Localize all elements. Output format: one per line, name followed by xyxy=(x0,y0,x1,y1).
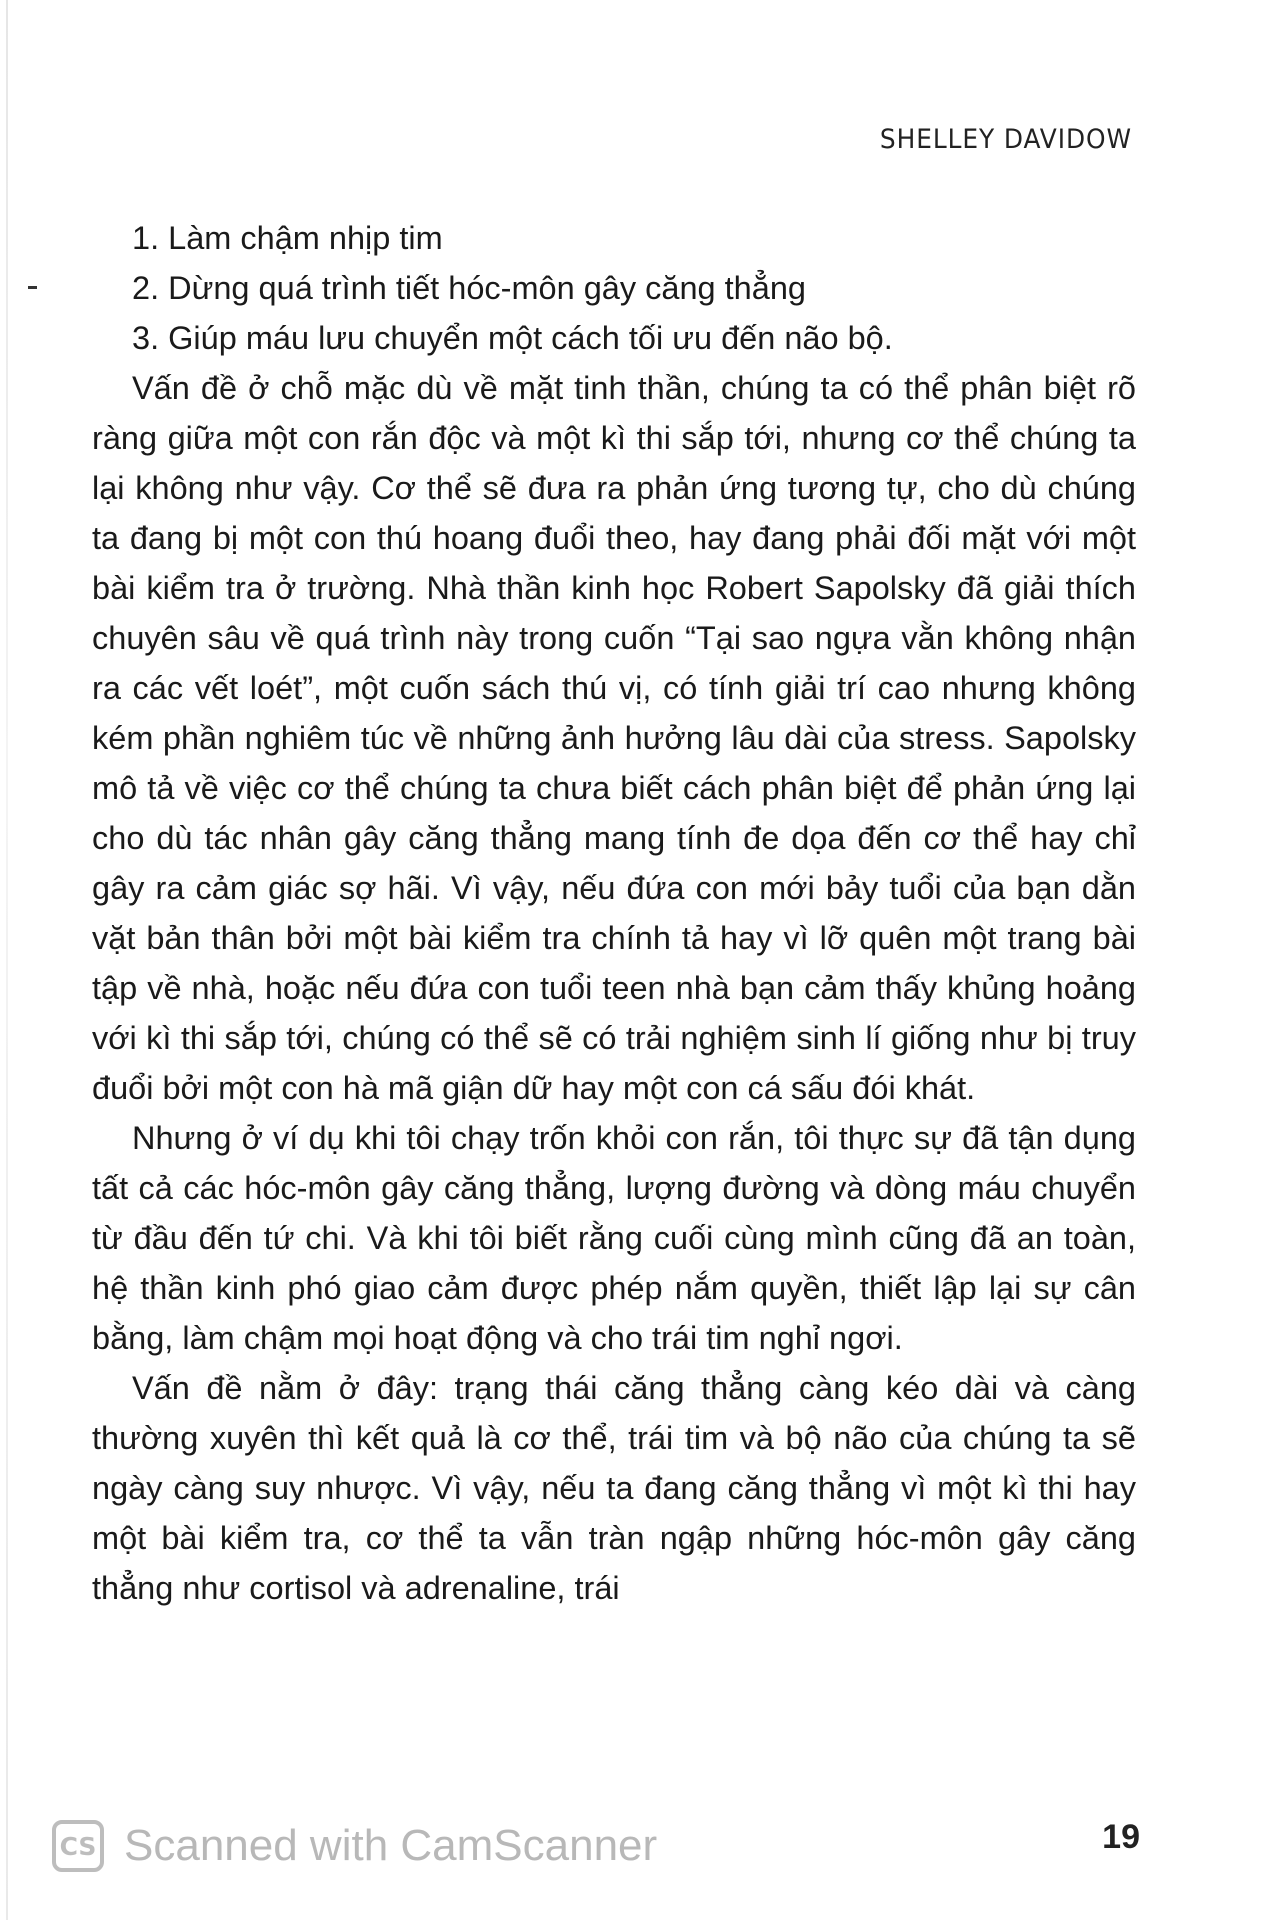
running-head: SHELLEY DAVIDOW xyxy=(879,124,1132,155)
paragraph: Vấn đề ở chỗ mặc dù về mặt tinh thần, chúng ta có thể phân biệt rõ ràng giữa một con rắn độc và một kì thi sắp tới, nhưng cơ thể chúng ta lại không như vậy. Cơ thể sẽ đưa ra phản ứng tương tự, cho dù chúng ta đang bị một con thú hoang đuổi theo, hay đang phải đối mặt với một bài kiểm tra ở trường. Nhà thần kinh học Robert Sapolsky đã giải thích chuyên sâu về quá trình này trong cuốn “Tại sao ngựa vằn không nhận ra các vết loét”, một cuốn sách thú vị, có tính giải trí cao nhưng không kém phần nghiêm túc về những ảnh hưởng lâu dài của stress. Sapolsky mô tả về việc cơ thể chúng ta chưa biết cách phân biệt để phản ứng lại cho dù tác nhân gây căng thẳng mang tính đe dọa đến cơ thể hay chỉ gây ra cảm giác sợ hãi. Vì vậy, nếu đứa con mới bảy tuổi của bạn dằn vặt bản thân bởi một bài kiểm tra chính tả hay vì lỡ quên một trang bài tập về nhà, hoặc nếu đứa con tuổi teen nhà bạn cảm thấy khủng hoảng với kì thi sắp tới, chúng có thể sẽ có trải nghiệm sinh lí giống như bị truy đuổi bởi một con hà mã giận dữ hay một con cá sấu đói khát. xyxy=(92,370,1136,1106)
paragraph: Vấn đề nằm ở đây: trạng thái căng thẳng càng kéo dài và càng thường xuyên thì kết quả là cơ thể, trái tim và bộ não của chúng ta sẽ ngày càng suy nhược. Vì vậy, nếu ta đang căng thẳng vì một kì thi hay một bài kiểm tra, cơ thể ta vẫn tràn ngập những hóc-môn gây căng thẳng như cortisol và adrenaline, trái xyxy=(92,1370,1136,1606)
body-text xyxy=(92,213,1136,1613)
list-item: 1. Làm chậm nhịp tim xyxy=(132,220,443,256)
list-item: 2. Dừng quá trình tiết hóc-môn gây căng thẳng xyxy=(132,270,806,306)
watermark-text: Scanned with CamScanner xyxy=(124,1821,658,1870)
margin-mark xyxy=(28,286,37,289)
paragraph: Nhưng ở ví dụ khi tôi chạy trốn khỏi con rắn, tôi thực sự đã tận dụng tất cả các hóc-môn gây căng thẳng, lượng đường và dòng máu chuyển từ đầu đến tứ chi. Và khi tôi biết rằng cuối cùng mình cũng đã an toàn, hệ thần kinh phó giao cảm được phép nắm quyền, thiết lập lại sự cân bằng, làm chậm mọi hoạt động và cho trái tim nghỉ ngơi. xyxy=(92,1120,1136,1356)
paragraphs xyxy=(92,363,1136,1613)
page-number: 19 xyxy=(1102,1818,1140,1856)
list-item: 3. Giúp máu lưu chuyển một cách tối ưu đến não bộ. xyxy=(132,320,893,356)
camscanner-watermark xyxy=(52,1820,657,1872)
camscanner-logo-icon: CS xyxy=(52,1820,104,1872)
page-edge xyxy=(6,0,8,1920)
